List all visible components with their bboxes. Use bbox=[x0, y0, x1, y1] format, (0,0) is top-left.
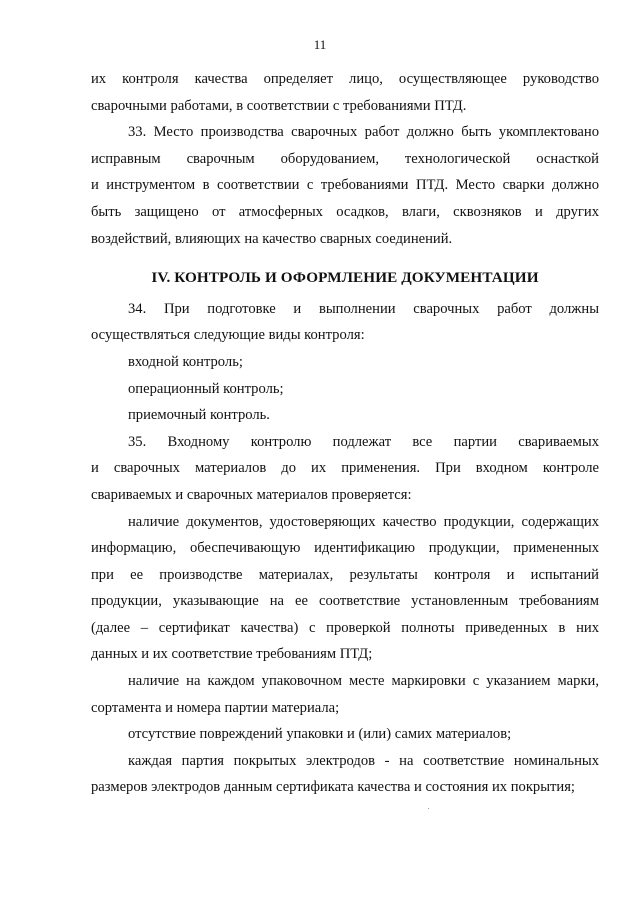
text-line: свариваемых и сварочных материалов проверяется: bbox=[91, 486, 412, 503]
text-line: 35. Входному контролю подлежат все партии свариваемых bbox=[128, 433, 599, 450]
list-item: входной контроль; bbox=[128, 353, 243, 370]
text-line: воздействий, влияющих на качество сварных соединений. bbox=[91, 230, 453, 247]
text-line: сортамента и номера партии материала; bbox=[91, 699, 340, 716]
text-line: отсутствие повреждений упаковки и (или) самих материалов; bbox=[128, 726, 512, 743]
text-line: сварочными работами, в соответствии с требованиями ПТД. bbox=[91, 97, 467, 114]
list-item: операционный контроль; bbox=[128, 380, 284, 397]
text-line: наличие на каждом упаковочном месте маркировки с указанием марки, bbox=[128, 673, 599, 690]
text-line: и сварочных материалов до их применения. При входном контроле bbox=[91, 460, 599, 477]
text-line: осуществляться следующие виды контроля: bbox=[91, 327, 365, 344]
text-line: продукции, указывающие на ее соответствие установленным требованиям bbox=[91, 593, 599, 610]
text-line: 33. Место производства сварочных работ должно быть укомплектовано bbox=[128, 124, 599, 141]
list-item: приемочный контроль. bbox=[128, 407, 270, 424]
text-line: исправным сварочным оборудованием, технологической оснасткой bbox=[91, 150, 599, 167]
text-line: при ее производстве материалах, результаты контроля и испытаний bbox=[91, 566, 599, 583]
text-line: быть защищено от атмосферных осадков, влаги, сквозняков и других bbox=[91, 203, 599, 220]
text-line: информацию, обеспечивающую идентификацию продукции, примененных bbox=[91, 540, 599, 557]
document-body bbox=[91, 66, 599, 801]
text-line: размеров электродов данным сертификата качества и состояния их покрытия; bbox=[91, 779, 575, 796]
section-heading: IV. КОНТРОЛЬ И ОФОРМЛЕНИЕ ДОКУМЕНТАЦИИ bbox=[151, 269, 539, 287]
text-line: наличие документов, удостоверяющих качество продукции, содержащих bbox=[128, 513, 599, 530]
page-number: 11 bbox=[313, 37, 327, 52]
text-line: каждая партия покрытых электродов - на соответствие номинальных bbox=[128, 752, 599, 769]
text-line: их контроля качества определяет лицо, осуществляющее руководство bbox=[91, 71, 599, 87]
scan-speck bbox=[428, 808, 429, 809]
text-line: данных и их соответствие требованиям ПТД; bbox=[91, 646, 373, 663]
text-line: и инструментом в соответствии с требованиями ПТД. Место сварки должно bbox=[91, 177, 599, 194]
text-line: (далее – сертификат качества) с проверкой полноты приведенных в них bbox=[91, 619, 599, 636]
text-line: 34. При подготовке и выполнении сварочных работ должны bbox=[128, 300, 599, 317]
